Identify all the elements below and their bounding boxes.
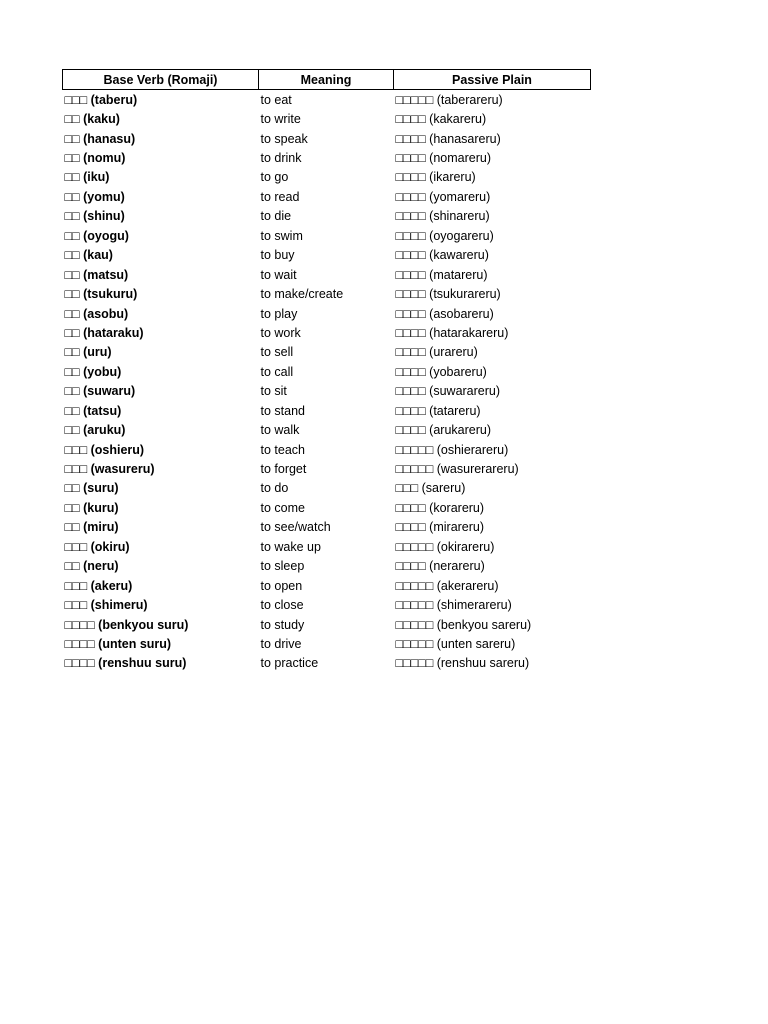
header-row [63, 70, 591, 90]
passive-plain-cell: □□□□□ (benkyou sareru) [395, 617, 532, 632]
base-verb-cell: □□ (iku) [64, 170, 110, 185]
base-verb-cell: □□ (yobu) [64, 364, 122, 379]
base-verb-cell: □□□ (wasureru) [64, 462, 155, 477]
header-base-verb: Base Verb (Romaji) [63, 70, 259, 90]
passive-plain-cell: □□□□ (nerareru) [395, 559, 485, 574]
base-verb-cell: □□ (asobu) [64, 306, 129, 321]
table-row [63, 459, 591, 478]
passive-plain-cell: □□□□ (kakareru) [395, 112, 487, 127]
meaning-cell: to play [260, 306, 298, 321]
meaning-cell: to practice [260, 656, 319, 671]
header-meaning: Meaning [259, 70, 394, 90]
passive-plain-cell: □□□ (sareru) [395, 481, 466, 496]
base-verb-cell: □□ (shinu) [64, 209, 125, 224]
base-verb-cell: □□ (miru) [64, 520, 119, 535]
meaning-cell: to study [260, 617, 305, 632]
table-row [63, 168, 591, 187]
base-verb-cell: □□ (hataraku) [64, 325, 144, 340]
passive-plain-cell: □□□□ (yomareru) [395, 189, 491, 204]
meaning-cell: to do [260, 481, 289, 496]
passive-plain-cell: □□□□ (oyogareru) [395, 228, 494, 243]
table-row [63, 595, 591, 614]
passive-plain-cell: □□□□ (yobareru) [395, 364, 487, 379]
table-row [63, 343, 591, 362]
passive-plain-cell: □□□□ (nomareru) [395, 151, 491, 166]
passive-plain-cell: □□□□ (kawareru) [395, 248, 489, 263]
meaning-cell: to walk [260, 423, 300, 438]
base-verb-cell: □□ (suwaru) [64, 384, 136, 399]
table-row [63, 479, 591, 498]
passive-plain-cell: □□□□ (tatareru) [395, 403, 481, 418]
meaning-cell: to die [260, 209, 292, 224]
meaning-cell: to sleep [260, 559, 305, 574]
meaning-cell: to make/create [260, 287, 344, 302]
meaning-cell: to sell [260, 345, 294, 360]
passive-plain-cell: □□□□□ (unten sareru) [395, 636, 516, 651]
base-verb-cell: □□□□ (unten suru) [64, 636, 172, 651]
table-row [63, 401, 591, 420]
base-verb-cell: □□ (matsu) [64, 267, 129, 282]
meaning-cell: to drive [260, 636, 302, 651]
meaning-cell: to see/watch [260, 520, 331, 535]
passive-plain-cell: □□□□ (urareru) [395, 345, 478, 360]
meaning-cell: to come [260, 500, 305, 515]
table-row [63, 207, 591, 226]
base-verb-cell: □□ (kaku) [64, 112, 120, 127]
passive-plain-cell: □□□□ (shinareru) [395, 209, 490, 224]
table-row [63, 576, 591, 595]
base-verb-cell: □□ (tatsu) [64, 403, 122, 418]
table-row [63, 284, 591, 303]
table-row [63, 187, 591, 206]
meaning-cell: to read [260, 189, 300, 204]
base-verb-cell: □□ (kuru) [64, 500, 119, 515]
meaning-cell: to go [260, 170, 289, 185]
base-verb-cell: □□ (uru) [64, 345, 112, 360]
spreadsheet-area [62, 69, 590, 673]
passive-plain-cell: □□□□□ (shimerareru) [395, 598, 512, 613]
table-row [63, 537, 591, 556]
table-row [63, 362, 591, 381]
meaning-cell: to swim [260, 228, 303, 243]
meaning-cell: to drink [260, 151, 302, 166]
meaning-cell: to close [260, 598, 304, 613]
table-row [63, 109, 591, 128]
passive-plain-cell: □□□□ (suwarareru) [395, 384, 501, 399]
base-verb-cell: □□ (aruku) [64, 423, 126, 438]
passive-plain-cell: □□□□ (korareru) [395, 500, 485, 515]
meaning-cell: to sit [260, 384, 287, 399]
table-row [63, 148, 591, 167]
table-row [63, 498, 591, 517]
passive-plain-cell: □□□□ (asobareru) [395, 306, 494, 321]
meaning-cell: to open [260, 578, 303, 593]
meaning-cell: to eat [260, 92, 292, 107]
passive-plain-cell: □□□□ (matareru) [395, 267, 488, 282]
meaning-cell: to speak [260, 131, 308, 146]
table-row [63, 440, 591, 459]
base-verb-cell: □□ (suru) [64, 481, 119, 496]
passive-plain-cell: □□□□□ (oshierareru) [395, 442, 509, 457]
passive-plain-cell: □□□□□ (renshuu sareru) [395, 656, 530, 671]
table-row [63, 634, 591, 653]
meaning-cell: to stand [260, 403, 305, 418]
passive-plain-cell: □□□□ (hanasareru) [395, 131, 501, 146]
table-row [63, 226, 591, 245]
meaning-cell: to forget [260, 462, 307, 477]
passive-plain-cell: □□□□ (arukareru) [395, 423, 491, 438]
table-row [63, 557, 591, 576]
base-verb-cell: □□□ (oshieru) [64, 442, 145, 457]
table-row [63, 323, 591, 342]
passive-plain-cell: □□□□ (ikareru) [395, 170, 476, 185]
verb-passive-table [62, 69, 591, 673]
meaning-cell: to work [260, 325, 301, 340]
meaning-cell: to call [260, 364, 294, 379]
passive-plain-cell: □□□□□ (taberareru) [395, 92, 503, 107]
base-verb-cell: □□□ (akeru) [64, 578, 133, 593]
meaning-cell: to write [260, 112, 301, 127]
header-passive-plain: Passive Plain [394, 70, 591, 90]
base-verb-cell: □□ (tsukuru) [64, 287, 138, 302]
table-row [63, 265, 591, 284]
passive-plain-cell: □□□□ (mirareru) [395, 520, 485, 535]
base-verb-cell: □□ (oyogu) [64, 228, 129, 243]
passive-plain-cell: □□□□ (hatarakareru) [395, 325, 509, 340]
table-row [63, 382, 591, 401]
table-row [63, 420, 591, 439]
meaning-cell: to buy [260, 248, 295, 263]
table-row [63, 129, 591, 148]
base-verb-cell: □□ (yomu) [64, 189, 125, 204]
table-row [63, 654, 591, 673]
base-verb-cell: □□ (neru) [64, 559, 119, 574]
base-verb-cell: □□ (nomu) [64, 151, 126, 166]
table-row [63, 246, 591, 265]
passive-plain-cell: □□□□□ (akerareru) [395, 578, 499, 593]
base-verb-cell: □□□□ (renshuu suru) [64, 656, 187, 671]
base-verb-cell: □□□□ (benkyou suru) [64, 617, 189, 632]
meaning-cell: to wake up [260, 539, 321, 554]
table-row [63, 90, 591, 110]
table-row [63, 304, 591, 323]
base-verb-cell: □□ (hanasu) [64, 131, 136, 146]
base-verb-cell: □□□ (taberu) [64, 92, 138, 107]
meaning-cell: to wait [260, 267, 297, 282]
passive-plain-cell: □□□□ (tsukurareru) [395, 287, 501, 302]
base-verb-cell: □□ (kau) [64, 248, 113, 263]
passive-plain-cell: □□□□□ (okirareru) [395, 539, 495, 554]
meaning-cell: to teach [260, 442, 305, 457]
passive-plain-cell: □□□□□ (wasurerareru) [395, 462, 519, 477]
base-verb-cell: □□□ (okiru) [64, 539, 130, 554]
table-row [63, 615, 591, 634]
table-row [63, 518, 591, 537]
base-verb-cell: □□□ (shimeru) [64, 598, 148, 613]
